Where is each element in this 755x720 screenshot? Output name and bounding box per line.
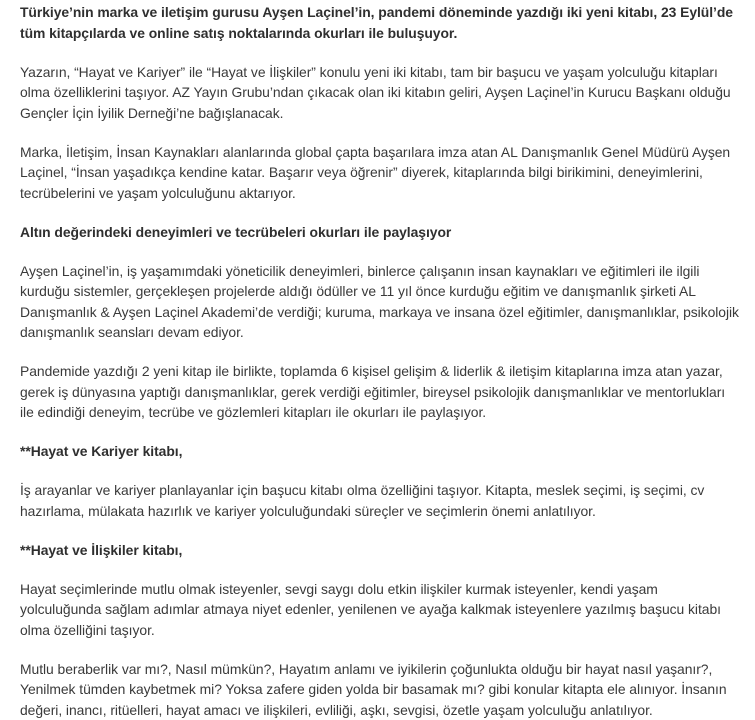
book-heading-career: **Hayat ve Kariyer kitabı, (20, 441, 741, 462)
article-paragraph: Ayşen Laçinel’in, iş yaşamımdaki yöneticilik deneyimleri, binlerce çalışanın insan kaynakları ve eğitimleri ile ilgili kurduğu sistemler, gerçekleşen projelerde aldığı ödüller ve 11 yıl önce kurduğu eğitim ve danışmanlık şirketi AL Danışmanlık & Ayşen Laçinel Akademi’de verdiği; kuruma, markaya ve insana özel eğitimler, danışmanlıklar, psikolojik danışmanlık seansları devam ediyor. (20, 261, 741, 343)
article-paragraph: Pandemide yazdığı 2 yeni kitap ile birlikte, toplamda 6 kişisel gelişim & liderlik & iletişim kitaplarına imza atan yazar, gerek iş dünyasına yaptığı danışmanlıklar, gerek verdiği eğitimler, bireysel psikolojik danışmanlıklar ve mentorlukları ile edindiği deneyim, tecrübe ve gözlemleri kitapları ile okurları ile paylaşıyor. (20, 361, 741, 423)
article-paragraph: Marka, İletişim, İnsan Kaynakları alanlarında global çapta başarılara imza atan AL Danışmanlık Genel Müdürü Ayşen Laçinel, “İnsan yaşadıkça kendine katar. Başarır veya öğrenir” diyerek, kitaplarında bilgi birikimini, deneyimlerini, tecrübelerini ve yaşam yolculuğunu aktarıyor. (20, 142, 741, 204)
article-lead: Türkiye’nin marka ve iletişim gurusu Ayşen Laçinel’in, pandemi döneminde yazdığı iki yeni kitabı, 23 Eylül’de tüm kitapçılarda ve online satış noktalarında okurları ile buluşuyor. (20, 2, 741, 43)
section-heading: Altın değerindeki deneyimleri ve tecrübeleri okurları ile paylaşıyor (20, 222, 741, 243)
book-description-relationships: Hayat seçimlerinde mutlu olmak isteyenler, sevgi saygı dolu etkin ilişkiler kurmak isteyenler, kendi yaşam yolculuğunda sağlam adımlar atmaya niyet edenler, yenilenen ve ayağa kalkmak isteyenlere yazılmış başucu kitabı olma özelliğini taşıyor. (20, 579, 741, 641)
book-description-relationships-2: Mutlu beraberlik var mı?, Nasıl mümkün?, Hayatım anlamı ve iyikilerin çoğunlukta olduğu bir hayat nasıl yaşanır?, Yenilmek tümden kaybetmek mi? Yoksa zafere giden yolda bir basamak mı? gibi konular kitapta ele alınıyor. İnsanın değeri, inancı, ritüelleri, hayat amacı ve ilişkileri, evliliği, aşkı, sevgisi, özetle yaşam yolculuğu anlatılıyor. (20, 659, 741, 720)
article-paragraph: Yazarın, “Hayat ve Kariyer” ile “Hayat ve İlişkiler” konulu yeni iki kitabı, tam bir başucu ve yaşam yolculuğu kitapları olma özelliklerini taşıyor. AZ Yayın Grubu’ndan çıkacak olan iki kitabın geliri, Ayşen Laçinel’in Kurucu Başkanı olduğu Gençler İçin İyilik Derneği’ne bağışlanacak. (20, 62, 741, 124)
book-description-career: İş arayanlar ve kariyer planlayanlar için başucu kitabı olma özelliğini taşıyor. Kitapta, meslek seçimi, iş seçimi, cv hazırlama, mülakata hazırlık ve kariyer yolculuğundaki süreçler ve seçimlerin önemi anlatılıyor. (20, 480, 741, 521)
book-heading-relationships: **Hayat ve İlişkiler kitabı, (20, 540, 741, 561)
